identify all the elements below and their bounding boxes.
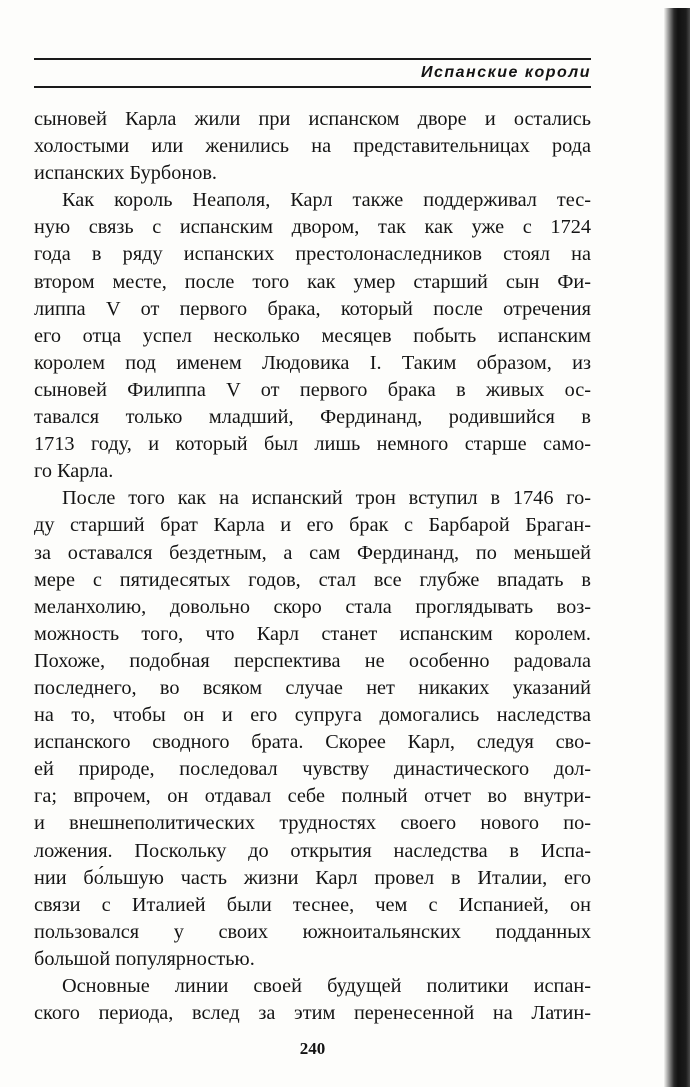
text-line: года в ряду испанских престолонаследников стоял на <box>34 243 591 266</box>
text-line: на то, чтобы он и его супруга домогались наследства <box>34 704 591 727</box>
text-line: королем под именем Людовика I. Таким образом, из <box>34 351 591 374</box>
text-line: липпа V от первого брака, который после отречения <box>34 297 591 320</box>
text-line: ложения. Поскольку до открытия наследства в Испа- <box>34 839 591 862</box>
text-line: меланхолию, довольно скоро стала проглядывать воз- <box>34 595 591 618</box>
text-line: втором месте, после того как умер старший сын Фи- <box>34 270 591 293</box>
text-line: га; впрочем, он отдавал себе полный отчет во внутри- <box>34 785 591 808</box>
text-line: ную связь с испанским двором, так как уже с 1724 <box>34 216 591 239</box>
text-line: ду старший брат Карла и его брак с Барбарой Браган- <box>34 514 591 537</box>
text-line: Похоже, подобная перспектива не особенно радовала <box>34 649 591 672</box>
text-line: нии бо́льшую часть жизни Карл провел в Италии, его <box>34 866 591 889</box>
text-line: 1713 году, и который был лишь немного старше само- <box>34 433 591 456</box>
text-line: го Карла. <box>34 460 114 483</box>
text-line: пользовался у своих южноитальянских подданных <box>34 920 591 943</box>
text-line: испанского сводного брата. Скорее Карл, следуя сво- <box>34 731 591 754</box>
scan-binding-edge <box>664 8 690 1087</box>
text-line: связи с Италией были теснее, чем с Испанией, он <box>34 893 591 916</box>
text-line: сыновей Филиппа V от первого брака в живых ос- <box>34 378 591 401</box>
text-line: большой популярностью. <box>34 947 255 970</box>
text-line: его отца успел несколько месяцев побыть испанским <box>34 324 591 347</box>
text-line: сыновей Карла жили при испанском дворе и остались <box>34 108 591 130</box>
text-line: последнего, во всяком случае нет никаких указаний <box>34 676 591 699</box>
header-rule-bottom <box>34 86 591 88</box>
text-line: мере с пятидесятых годов, стал все глубже впадать в <box>34 568 591 591</box>
text-line: за оставался бездетным, а сам Фердинанд, по меньшей <box>34 541 591 564</box>
text-line: холостыми или женились на представительницах рода <box>34 135 591 158</box>
page-number: 240 <box>299 1039 326 1058</box>
text-line: Как король Неаполя, Карл также поддерживал тес- <box>62 189 591 212</box>
text-line: тавался только младший, Фердинанд, родившийся в <box>34 406 591 429</box>
text-line: ей природе, последовал чувству династического дол- <box>34 758 591 781</box>
text-line: Основные линии своей будущей политики испан- <box>62 975 591 997</box>
text-line: ского периода, вслед за этим перенесенной на Латин- <box>34 1002 591 1025</box>
body-text <box>34 106 591 1027</box>
text-line: испанских Бурбонов. <box>34 162 218 185</box>
running-head: Испанские короли <box>420 64 591 81</box>
text-line: и внешнеполитических трудностях своего нового по- <box>34 812 591 835</box>
text-line: После того как на испанский трон вступил в 1746 го- <box>62 487 591 510</box>
text-line: можность того, что Карл станет испанским королем. <box>34 622 591 645</box>
header-rule-top <box>34 58 591 60</box>
